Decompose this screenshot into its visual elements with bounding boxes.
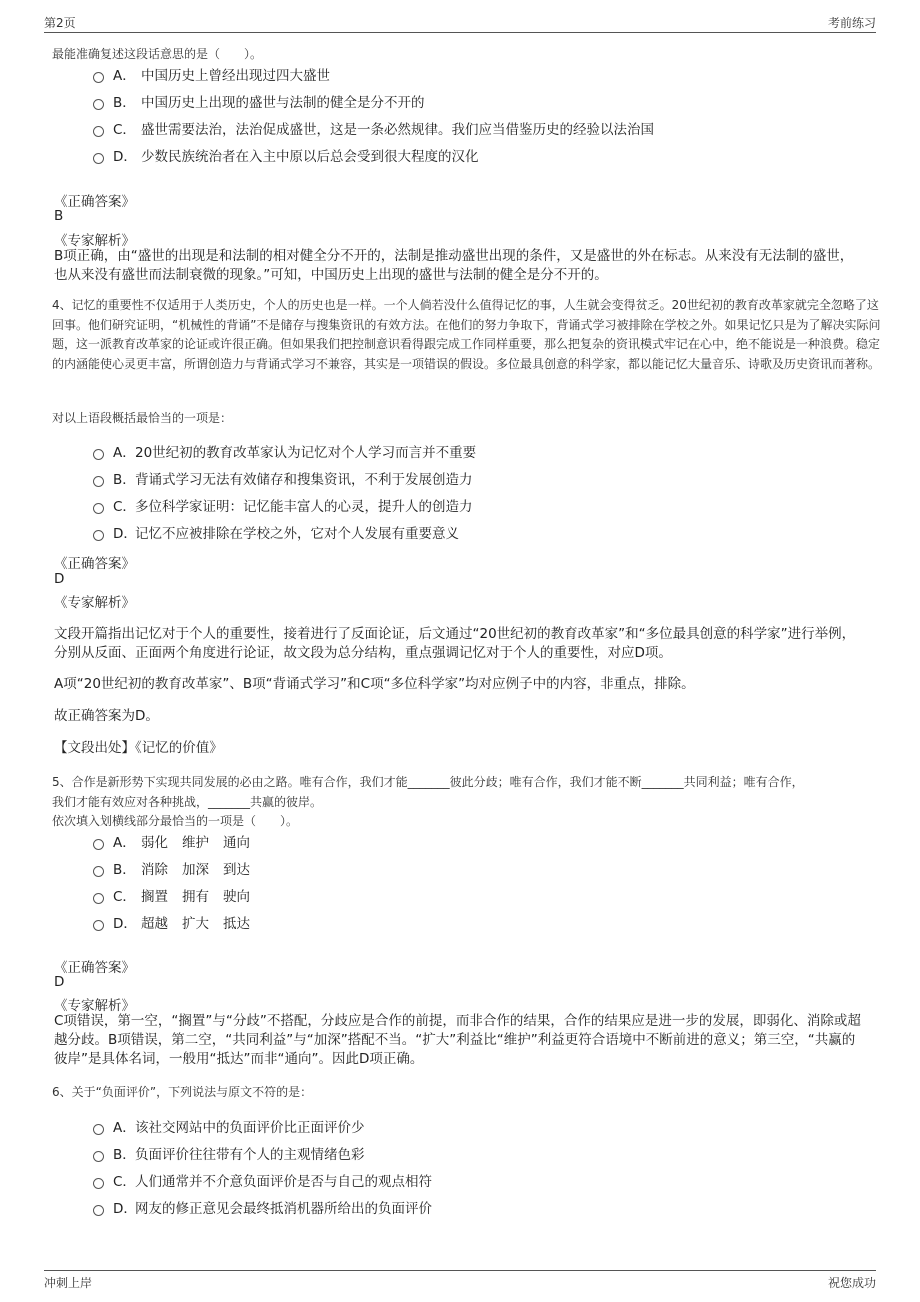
radio-icon[interactable]	[93, 839, 104, 850]
radio-icon[interactable]	[93, 476, 104, 487]
footer-left: 冲刺上岸	[44, 1276, 93, 1290]
q3-stem: 最能准确复述这段话意思的是（ ）。	[52, 47, 263, 61]
q4-stem: 对以上语段概括最恰当的一项是：	[52, 411, 233, 425]
q5-stem-line1: 5、合作是新形势下实现共同发展的必由之路。唯有合作，我们才能_______彼此分歧；唯有合作，我们才能不断_______共同利益；唯有合作，	[52, 775, 804, 789]
q4-passage: 4、记忆的重要性不仅适用于人类历史，个人的历史也是一样。一个人倘若没什么值得记忆的事，人生就会变得贫乏。20世纪初的教育改革家就完全忽略了这回事。他们研究证明，“机械性的背诵”不是储存与搜集资讯的有效方法。在他们的努力争取下，背诵式学习被排除在学校之外。如果记忆只是为了解决实际问题，这一派教育改革家的论证或许很正确。但如果我们把控制意识看得跟完成工作同样重要，那么把复杂的资讯模式牢记在心中，绝不能说是一种浪费。稳定的内涵能使心灵更丰富，所谓创造力与背诵式学习不兼容，其实是一项错误的假设。多位最具创意的科学家，都以能记忆大量音乐、诗歌及历史资讯而著称。	[52, 298, 881, 371]
radio-icon[interactable]	[93, 1151, 104, 1162]
q5-option-a[interactable]: A． 弱化 维护 通向	[93, 833, 250, 853]
q5-stem-line3: 依次填入划横线部分最恰当的一项是（ ）。	[52, 814, 299, 828]
radio-icon[interactable]	[93, 153, 104, 164]
radio-icon[interactable]	[93, 449, 104, 460]
q4-analysis-p3: 故正确答案为D。	[54, 708, 159, 724]
q4-answer-label: 《正确答案》	[54, 556, 135, 572]
page-header	[44, 12, 876, 33]
q4-source: 【文段出处】《记忆的价值》	[54, 740, 223, 756]
q5-option-d[interactable]: D． 超越 扩大 抵达	[93, 914, 250, 934]
radio-icon[interactable]	[93, 1178, 104, 1189]
radio-icon[interactable]	[93, 893, 104, 904]
radio-icon[interactable]	[93, 866, 104, 877]
radio-icon[interactable]	[93, 920, 104, 931]
radio-icon[interactable]	[93, 99, 104, 110]
q3-option-d[interactable]: D． 少数民族统治者在入主中原以后总会受到很大程度的汉化	[93, 147, 479, 167]
radio-icon[interactable]	[93, 530, 104, 541]
q4-answer: D	[54, 571, 65, 587]
q6-option-a[interactable]: A．该社交网站中的负面评价比正面评价少	[93, 1118, 365, 1138]
radio-icon[interactable]	[93, 503, 104, 514]
q3-answer: B	[54, 208, 64, 224]
header-title: 考前练习	[827, 16, 876, 30]
page-footer	[44, 1270, 876, 1291]
q5-stem-line2: 我们才能有效应对各种挑战，_______共赢的彼岸。	[52, 795, 323, 809]
radio-icon[interactable]	[93, 126, 104, 137]
radio-icon[interactable]	[93, 1124, 104, 1135]
footer-right: 祝您成功	[827, 1276, 876, 1290]
q3-option-b[interactable]: B． 中国历史上出现的盛世与法制的健全是分不开的	[93, 93, 425, 113]
q5-analysis-label: 《专家解析》	[54, 998, 135, 1014]
q3-analysis: B项正确，由“盛世的出现是和法制的相对健全分不开的，法制是推动盛世出现的条件，又是盛世的外在标志。从来没有无法制的盛世，也从来没有盛世而法制衰微的现象。”可知，中国历史上出现的盛世与法制的健全是分不开的。	[54, 248, 854, 283]
q5-option-c[interactable]: C． 搁置 拥有 驶向	[93, 887, 250, 907]
q3-option-a[interactable]: A． 中国历史上曾经出现过四大盛世	[93, 66, 330, 86]
q5-answer-label: 《正确答案》	[54, 960, 135, 976]
q4-analysis-label: 《专家解析》	[54, 595, 135, 611]
page-number: 第2页	[44, 16, 76, 30]
q3-answer-label: 《正确答案》	[54, 194, 135, 210]
q4-option-c[interactable]: C．多位科学家证明：记忆能丰富人的心灵，提升人的创造力	[93, 497, 473, 517]
q5-option-b[interactable]: B． 消除 加深 到达	[93, 860, 250, 880]
q4-analysis-p2: A项“20世纪初的教育改革家”、B项“背诵式学习”和C项“多位科学家”均对应例子中的内容，非重点，排除。	[54, 676, 695, 692]
q6-option-c[interactable]: C．人们通常并不介意负面评价是否与自己的观点相符	[93, 1172, 432, 1192]
radio-icon[interactable]	[93, 72, 104, 83]
q6-stem: 6、关于“负面评价”，下列说法与原文不符的是：	[52, 1085, 313, 1099]
q5-answer: D	[54, 974, 65, 990]
q6-option-b[interactable]: B．负面评价往往带有个人的主观情绪色彩	[93, 1145, 365, 1165]
q4-analysis-p1: 文段开篇指出记忆对于个人的重要性，接着进行了反面论证，后文通过“20世纪初的教育改革家”和“多位最具创意的科学家”进行举例，分别从反面、正面两个角度进行论证，故文段为总分结构，重点强调记忆对于个人的重要性，对应D项。	[54, 626, 856, 661]
radio-icon[interactable]	[93, 1205, 104, 1216]
q3-analysis-label: 《专家解析》	[54, 233, 135, 249]
q4-option-d[interactable]: D．记忆不应被排除在学校之外，它对个人发展有重要意义	[93, 524, 459, 544]
q3-option-c[interactable]: C． 盛世需要法治，法治促成盛世，这是一条必然规律。我们应当借鉴历史的经验以法治国	[93, 120, 654, 140]
q6-option-d[interactable]: D．网友的修正意见会最终抵消机器所给出的负面评价	[93, 1199, 432, 1219]
q4-option-b[interactable]: B．背诵式学习无法有效储存和搜集资讯，不利于发展创造力	[93, 470, 473, 490]
q4-option-a[interactable]: A．20世纪初的教育改革家认为记忆对个人学习而言并不重要	[93, 443, 476, 463]
q5-analysis: C项错误，第一空，“搁置”与“分歧”不搭配，分歧应是合作的前提，而非合作的结果，合作的结果应是进一步的发展，即弱化、消除或超越分歧。B项错误，第二空，“共同利益”与“加深”搭配不当。“扩大”利益比“维护”利益更符合语境中不断前进的意义；第三空，“共赢的彼岸”是具体名词，一般用“抵达”而非“通向”。因此D项正确。	[54, 1013, 861, 1067]
